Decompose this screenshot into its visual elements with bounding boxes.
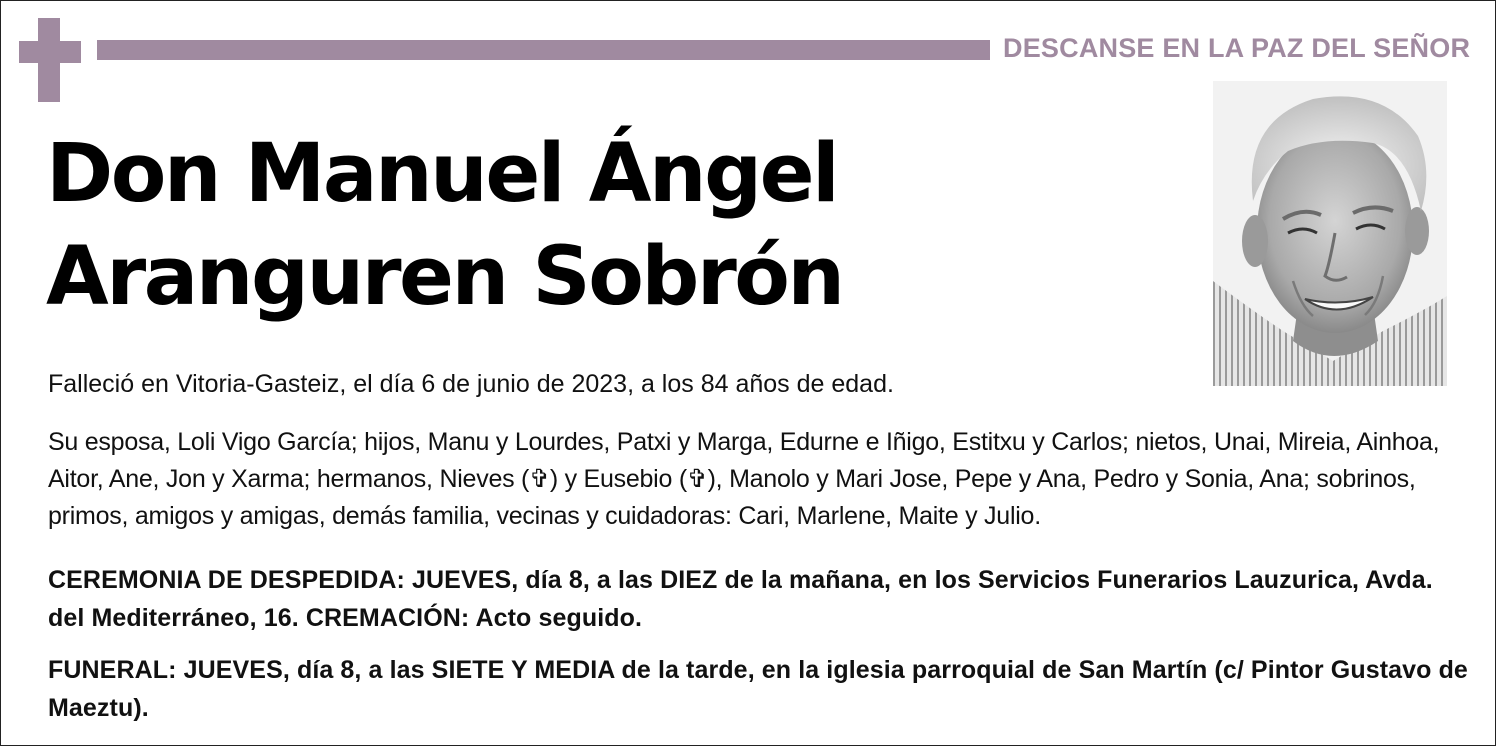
death-announcement: Falleció en Vitoria-Gasteiz, el día 6 de junio de 2023, a los 84 años de edad. — [48, 370, 894, 398]
name-line-2: Aranguren Sobrón — [46, 230, 843, 324]
header-rule — [97, 40, 990, 60]
family-members: Su esposa, Loli Vigo García; hijos, Manu y Lourdes, Patxi y Marga, Edurne e Iñigo, Estitxu y Carlos; nietos, Unai, Mireia, Ainhoa, Aitor, Ane, Jon y Xarma; hermanos, Nieves (✞) y Eusebio (✞), Manolo y Mari Jose, Pepe y Ana, Pedro y Sonia, Ana; sobrinos, primos, amigos y amigas, demás familia, vecinas y cuidadoras: Cari, Marlene, Maite y Julio. — [48, 428, 1440, 530]
ceremony-details: CEREMONIA DE DESPEDIDA: JUEVES, día 8, a las DIEZ de la mañana, en los Servicios Funerarios Lauzurica, Avda. del Mediterráneo, 16. CREMACIÓN: Acto seguido. — [48, 566, 1433, 632]
name-line-1: Don Manuel Ángel — [46, 127, 838, 221]
cross-icon-bar — [19, 41, 81, 63]
header-banner: DESCANSE EN LA PAZ DEL SEÑOR — [1003, 33, 1471, 63]
portrait-illustration — [1213, 81, 1447, 386]
portrait-photo — [1213, 81, 1447, 386]
deceased-name — [46, 123, 1186, 329]
funeral-details: FUNERAL: JUEVES, día 8, a las SIETE Y MEDIA de la tarde, en la iglesia parroquial de San Martín (c/ Pintor Gustavo de Maeztu). — [48, 656, 1468, 722]
